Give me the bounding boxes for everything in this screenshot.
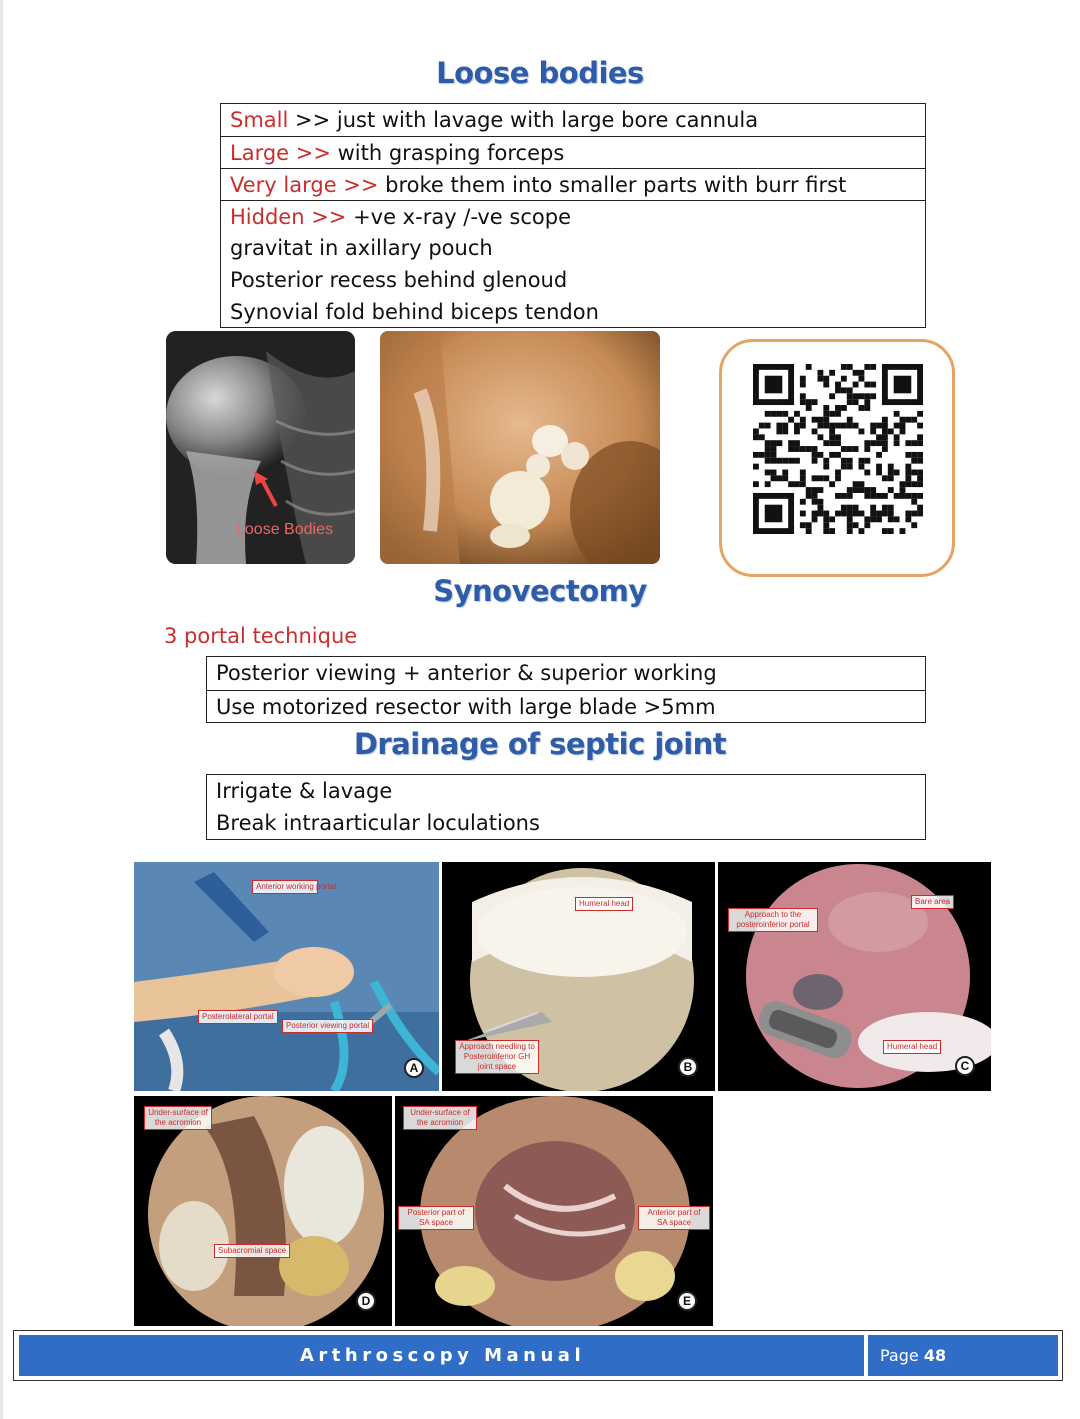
row-text: with grasping forceps <box>330 141 565 165</box>
row-text: broke them into smaller parts with burr first <box>378 173 847 197</box>
qr-code-frame[interactable] <box>719 339 955 577</box>
drainage-line: Irrigate & lavage <box>216 779 393 803</box>
row-label: Very large >> <box>230 173 379 197</box>
row-text: >> just with lavage with large bore cannula <box>288 108 759 132</box>
loose-bodies-row-large <box>221 136 925 168</box>
qr-code[interactable] <box>753 364 923 534</box>
loose-bodies-table <box>220 103 926 328</box>
footer-page <box>868 1335 1058 1376</box>
drainage-box <box>206 774 926 840</box>
page-edge <box>0 0 3 1419</box>
synovectomy-row: Posterior viewing + anterior & superior working <box>216 661 717 685</box>
figure-label: Posterior viewing portal <box>282 1019 373 1033</box>
loose-bodies-row-hidden <box>221 200 925 232</box>
row-label: Large >> <box>230 141 331 165</box>
row-label: Hidden >> <box>230 205 347 229</box>
panel-letter: E <box>677 1291 697 1311</box>
figure-panel-b <box>442 862 715 1091</box>
figure-label: Under-surface of the acromion <box>403 1106 477 1130</box>
figure-panel-e <box>395 1096 713 1326</box>
synovectomy-row: Use motorized resector with large blade >5mm <box>207 690 925 722</box>
synovectomy-table <box>206 656 926 723</box>
figure-label: Humeral head <box>575 897 633 911</box>
panel-letter: D <box>356 1291 376 1311</box>
row-label: Small <box>230 108 289 132</box>
panel-letter: B <box>678 1057 698 1077</box>
figure-label: Anterior working portal <box>252 880 318 894</box>
figure-label: Bare area <box>911 895 954 909</box>
page-number: 48 <box>923 1346 947 1365</box>
figure-panel-a <box>134 862 439 1091</box>
drainage-line: Break intraarticular loculations <box>216 811 540 835</box>
figure-label: Approach needling to Posteroinferior GH joint space <box>455 1040 539 1074</box>
figure-label: Anterior part of SA space <box>638 1206 710 1230</box>
figure-label: Posterolateral portal <box>198 1010 278 1024</box>
panel-letter: A <box>404 1058 424 1078</box>
xray-image <box>166 331 355 564</box>
arthroscopy-loose-bodies-image <box>380 331 660 564</box>
row-text: +ve x-ray /-ve scope <box>346 205 571 229</box>
xray-caption: Loose Bodies <box>236 521 333 538</box>
loose-bodies-row-small <box>221 104 925 136</box>
figure-label: Humeral head <box>883 1040 941 1054</box>
figure-label: Subacromial space <box>214 1244 290 1258</box>
hidden-line: Synovial fold behind biceps tendon <box>230 300 599 324</box>
drainage-title: Drainage of septic joint <box>353 727 727 761</box>
figure-panel-d <box>134 1096 392 1326</box>
footer-title: Arthroscopy Manual <box>19 1335 864 1376</box>
synovectomy-title: Synovectomy <box>433 574 647 608</box>
loose-bodies-row-very-large <box>221 168 925 200</box>
page-label: Page <box>880 1346 919 1365</box>
panel-letter: C <box>955 1056 975 1076</box>
loose-bodies-title: Loose bodies <box>436 56 644 90</box>
hidden-line: gravitat in axillary pouch <box>230 236 493 260</box>
synovectomy-subtitle: 3 portal technique <box>164 624 358 648</box>
hidden-line: Posterior recess behind glenoud <box>230 268 568 292</box>
figure-label: Approach to the posteroinferior portal <box>728 908 818 932</box>
figure-label: Under-surface of the acromion <box>144 1106 212 1130</box>
figure-label: Posterior part of SA space <box>398 1206 474 1230</box>
figure-panel-c <box>718 862 991 1091</box>
